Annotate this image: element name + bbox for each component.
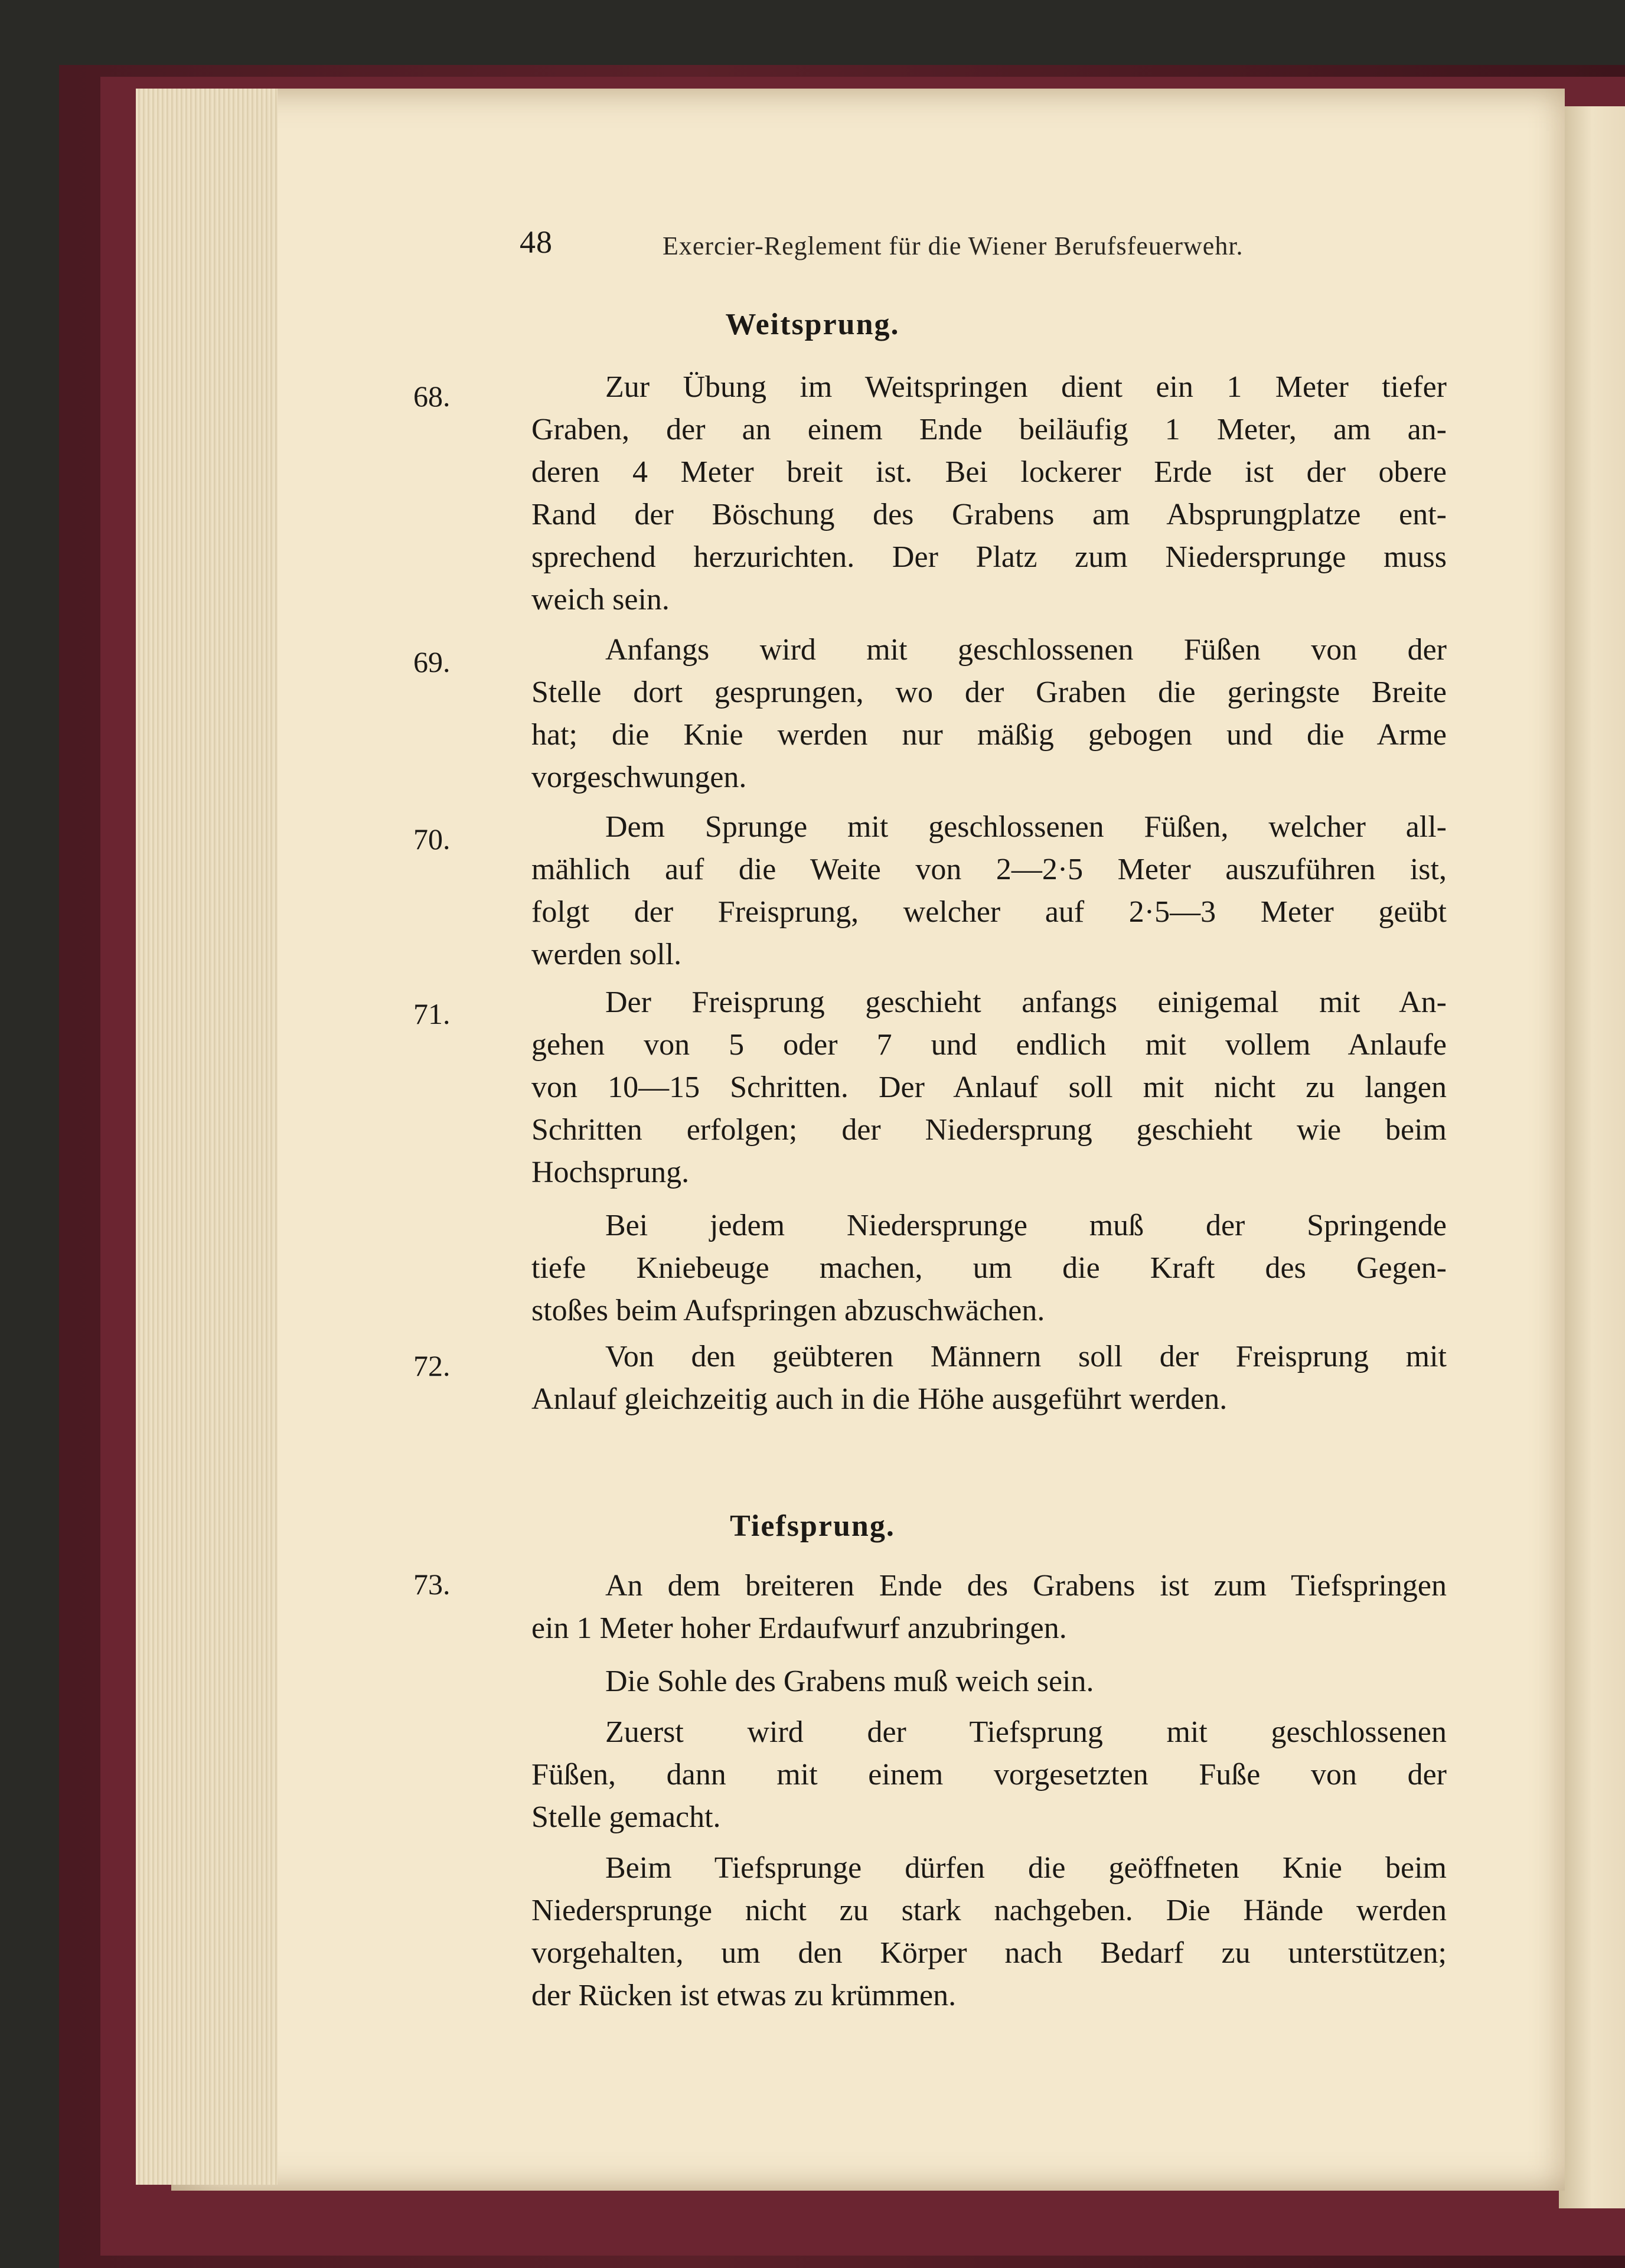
text-line: Die Sohle des Grabens muß weich sein. — [605, 1665, 1094, 1698]
text-line: Beim Tiefsprunge dürfen die geöffneten Knie beim — [605, 1851, 1447, 1885]
text-line: folgt der Freisprung, welcher auf 2·5—3 Meter geübt — [531, 895, 1447, 929]
text-line: hat; die Knie werden nur mäßig gebogen und die Arme — [531, 718, 1447, 752]
text-line: deren 4 Meter breit ist. Bei lockerer Erde ist der obere — [531, 455, 1447, 489]
text-line: werden soll. — [531, 938, 682, 971]
text-line: Anlauf gleichzeitig auch in die Höhe ausgeführt werden. — [531, 1382, 1228, 1416]
paragraph-number: 71. — [413, 997, 451, 1030]
section-heading-tiefsprung: Tiefsprung. — [730, 1509, 895, 1543]
text-line: Füßen, dann mit einem vorgesetzten Fuße von der — [531, 1758, 1447, 1791]
text-line: Dem Sprunge mit geschlossenen Füßen, welcher all- — [605, 810, 1447, 844]
text-line: vorgehalten, um den Körper nach Bedarf zu unterstützen; — [531, 1936, 1447, 1970]
text-line: gehen von 5 oder 7 und endlich mit vollem Anlaufe — [531, 1028, 1447, 1062]
text-line: stoßes beim Aufspringen abzuschwächen. — [531, 1294, 1045, 1327]
section-heading-weitsprung: Weitsprung. — [725, 308, 900, 341]
text-line: Zuerst wird der Tiefsprung mit geschlossenen — [605, 1715, 1447, 1749]
paragraph-number: 73. — [413, 1568, 451, 1601]
text-line: Bei jedem Niedersprunge muß der Springende — [605, 1209, 1447, 1242]
text-line: Graben, der an einem Ende beiläufig 1 Meter, am an- — [531, 413, 1447, 446]
page-number: 48 — [520, 224, 553, 260]
text-line: sprechend herzurichten. Der Platz zum Niedersprunge muss — [531, 540, 1447, 574]
text-line: Hochsprung. — [531, 1156, 690, 1189]
paragraph-number: 70. — [413, 823, 451, 856]
text-line: der Rücken ist etwas zu krümmen. — [531, 1979, 957, 2012]
text-line: Von den geübteren Männern soll der Freisprung mit — [605, 1340, 1447, 1373]
text-line: weich sein. — [531, 583, 670, 616]
text-line: Niedersprunge nicht zu stark nachgeben. Die Hände werden — [531, 1894, 1447, 1927]
paragraph-number: 72. — [413, 1349, 451, 1382]
text-line: An dem breiteren Ende des Grabens ist zum Tiefspringen — [605, 1569, 1447, 1603]
text-line: von 10—15 Schritten. Der Anlauf soll mit nicht zu langen — [531, 1071, 1447, 1104]
running-title: Exercier-Reglement für die Wiener Berufsfeuerwehr. — [663, 231, 1244, 260]
text-line: mählich auf die Weite von 2—2·5 Meter auszuführen ist, — [531, 853, 1447, 886]
text-line: Anfangs wird mit geschlossenen Füßen von der — [605, 633, 1447, 667]
text-line: tiefe Kniebeuge machen, um die Kraft des Gegen- — [531, 1251, 1447, 1285]
text-line: Zur Übung im Weitspringen dient ein 1 Meter tiefer — [605, 370, 1447, 404]
paragraph-number: 68. — [413, 380, 451, 413]
text-line: Rand der Böschung des Grabens am Absprungplatze ent- — [531, 498, 1447, 531]
text-line: Schritten erfolgen; der Niedersprung geschieht wie beim — [531, 1113, 1447, 1147]
paragraph-number: 69. — [413, 645, 451, 678]
text-line: Stelle dort gesprungen, wo der Graben die geringste Breite — [531, 675, 1447, 709]
text-line: vorgeschwungen. — [531, 761, 747, 794]
text-line: Der Freisprung geschieht anfangs einigemal mit An- — [605, 985, 1447, 1019]
text-line: ein 1 Meter hoher Erdaufwurf anzubringen. — [531, 1611, 1067, 1645]
text-line: Stelle gemacht. — [531, 1800, 721, 1834]
